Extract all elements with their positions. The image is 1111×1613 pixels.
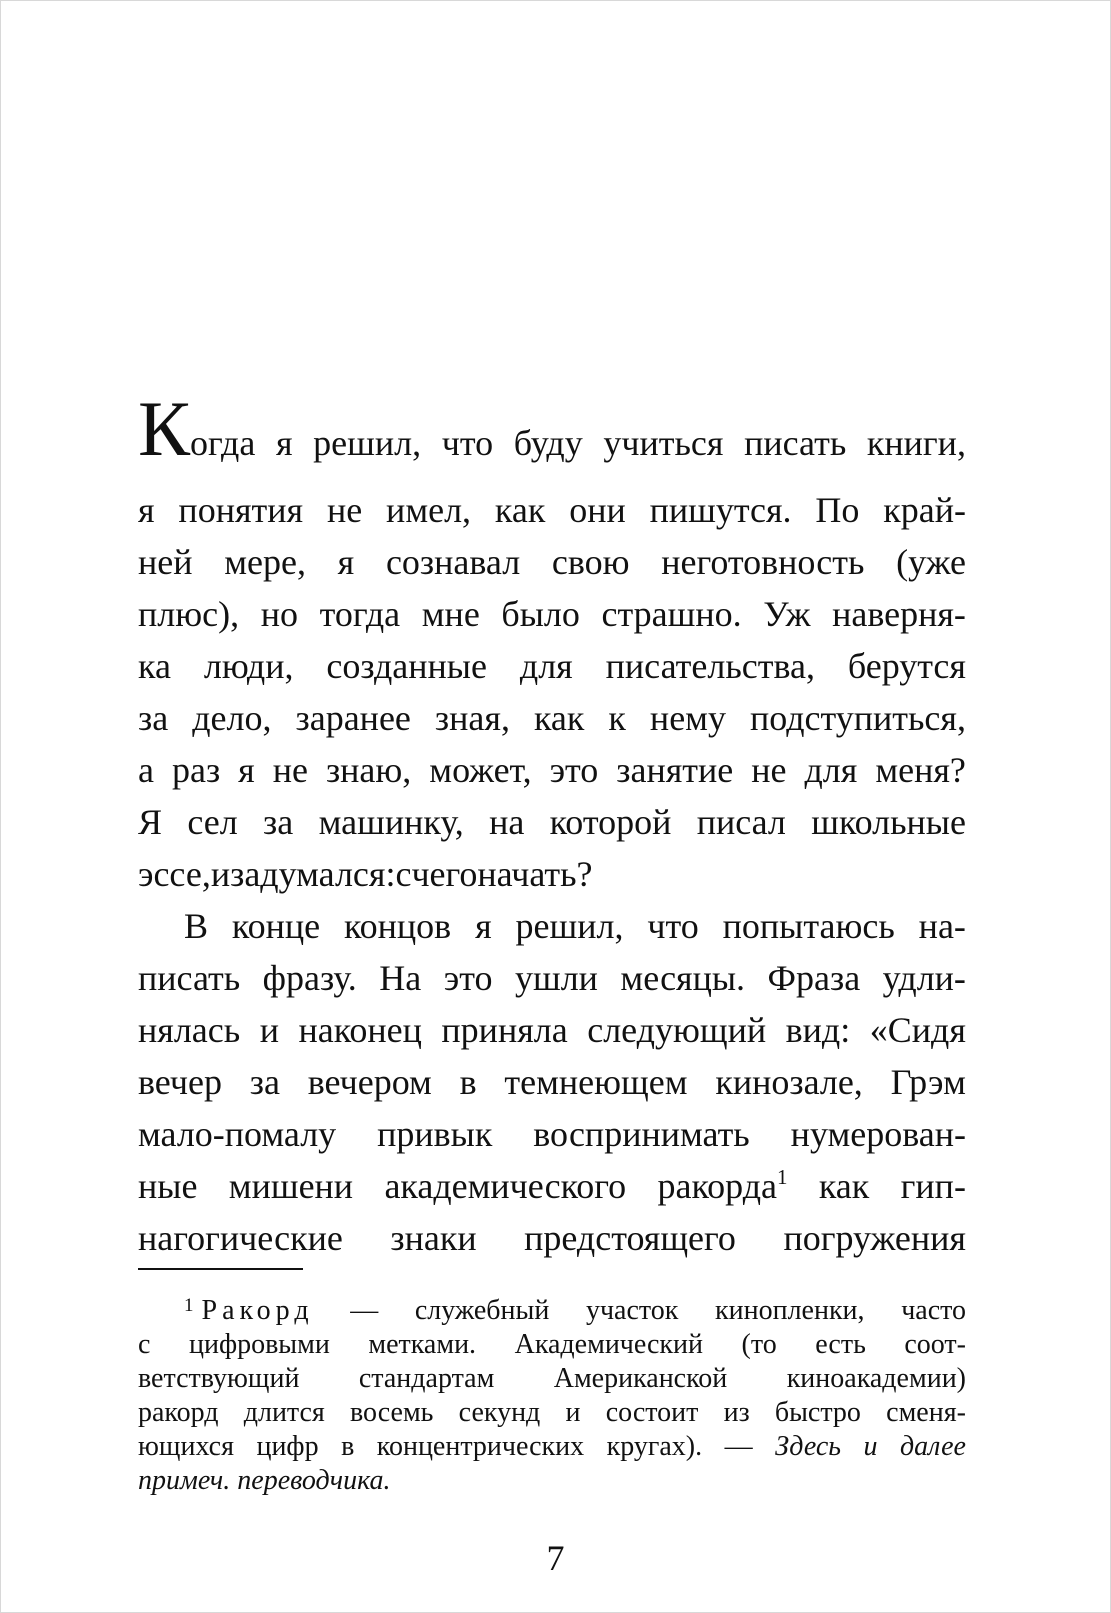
word: конце xyxy=(231,906,321,946)
para2-line-1 xyxy=(138,900,966,952)
word: секунд xyxy=(458,1397,541,1428)
para1-line-3 xyxy=(138,536,966,588)
word: писательства, xyxy=(605,646,815,686)
word: свою xyxy=(551,542,630,582)
word: быстро xyxy=(774,1397,861,1428)
word: я xyxy=(238,750,255,790)
word: неготовность xyxy=(661,542,865,582)
word: машинку, xyxy=(318,802,464,842)
word: попытаюсь xyxy=(722,906,895,946)
word-with-footnote-ref xyxy=(658,1160,788,1212)
word: фразу. xyxy=(262,958,357,998)
word: ные xyxy=(138,1166,198,1206)
word: сознавал xyxy=(385,542,521,582)
word: школьные xyxy=(811,802,966,842)
footnote-line-6 xyxy=(138,1464,966,1498)
word: нему xyxy=(649,698,726,738)
para1-line-2 xyxy=(138,484,966,536)
word: кругах). xyxy=(606,1431,703,1462)
word: за xyxy=(263,802,294,842)
word: для xyxy=(519,646,573,686)
word: наверня- xyxy=(832,594,966,634)
word: «Сидя xyxy=(869,1010,966,1050)
word: киноакадемии) xyxy=(786,1363,966,1394)
word: мишени xyxy=(228,1166,354,1206)
word: В xyxy=(184,906,209,946)
word: мере, xyxy=(224,542,306,582)
word: за xyxy=(249,1062,280,1102)
word: задумался: xyxy=(230,854,396,894)
word: воспринимать xyxy=(533,1114,750,1154)
word: нагогические xyxy=(138,1218,343,1258)
word: Здесь xyxy=(775,1431,842,1462)
word: на xyxy=(489,802,525,842)
word: я xyxy=(138,490,155,530)
word: раз xyxy=(171,750,221,790)
word: я xyxy=(275,423,293,463)
word: и xyxy=(259,1010,279,1050)
word: они xyxy=(569,490,626,530)
para2-line-7 xyxy=(138,1212,966,1264)
word: начать? xyxy=(477,854,593,894)
word: на- xyxy=(918,906,966,946)
word: что xyxy=(647,906,699,946)
footnotes xyxy=(138,1294,966,1498)
word: что xyxy=(441,423,494,463)
word: — xyxy=(350,1295,379,1326)
word: было xyxy=(501,594,580,634)
word: вид: xyxy=(785,1010,851,1050)
word: меня? xyxy=(875,750,966,790)
word: имел, xyxy=(386,490,472,530)
word: зная, xyxy=(434,698,510,738)
word: писать xyxy=(138,958,241,998)
word: концентрических xyxy=(376,1431,585,1462)
word: с xyxy=(395,854,412,894)
word: часто xyxy=(901,1295,966,1326)
word: за xyxy=(138,698,169,738)
word: далее xyxy=(900,1431,966,1462)
word: и xyxy=(565,1397,581,1428)
para2-line-2 xyxy=(138,952,966,1004)
footnote-attribution: примеч. переводчика. xyxy=(138,1465,391,1496)
word: соот- xyxy=(904,1329,966,1360)
word: ракорда xyxy=(657,1166,777,1206)
word: решил, xyxy=(515,906,624,946)
word: огда xyxy=(190,423,256,463)
word: плюс), xyxy=(138,594,240,634)
word: (уже xyxy=(896,542,966,582)
para1-line-5 xyxy=(138,640,966,692)
word: берутся xyxy=(847,646,966,686)
para2-line-6 xyxy=(138,1160,966,1212)
word: восемь xyxy=(350,1397,434,1428)
page-number: 7 xyxy=(546,1538,565,1578)
word: не xyxy=(751,750,787,790)
word: есть xyxy=(815,1329,866,1360)
word: вечер xyxy=(138,1062,222,1102)
para2-line-3 xyxy=(138,1004,966,1056)
word: писать xyxy=(744,423,847,463)
word: длится xyxy=(243,1397,325,1428)
word: буду xyxy=(513,423,583,463)
word: Уж xyxy=(763,594,811,634)
word: ушли xyxy=(514,958,598,998)
para1-line-4 xyxy=(138,588,966,640)
footnote-line-1 xyxy=(138,1294,966,1328)
word: к xyxy=(608,698,626,738)
word: участок xyxy=(585,1295,679,1326)
word: мало-помалу xyxy=(138,1114,337,1154)
word: Академический xyxy=(514,1329,704,1360)
word: состоит xyxy=(605,1397,699,1428)
word: сел xyxy=(187,802,238,842)
word: но xyxy=(260,594,298,634)
word: люди, xyxy=(203,646,294,686)
word: темнеющем xyxy=(504,1062,688,1102)
word: ющихся xyxy=(138,1431,234,1462)
word: приняла xyxy=(441,1010,568,1050)
word: как xyxy=(533,698,585,738)
word: как xyxy=(818,1166,870,1206)
word: вечером xyxy=(307,1062,432,1102)
word: Американской xyxy=(553,1363,728,1394)
word: мне xyxy=(421,594,480,634)
dropcap: К xyxy=(138,385,191,472)
para1-line-6 xyxy=(138,692,966,744)
word: академического xyxy=(384,1166,627,1206)
word: метками. xyxy=(368,1329,477,1360)
word: из xyxy=(723,1397,750,1428)
word: заранее xyxy=(295,698,411,738)
word: я xyxy=(337,542,355,582)
word: предстоящего xyxy=(524,1218,736,1258)
word: погружения xyxy=(783,1218,966,1258)
para2-line-4 xyxy=(138,1056,966,1108)
word: чего xyxy=(411,854,478,894)
word: пишутся. xyxy=(649,490,792,530)
word: а xyxy=(138,750,154,790)
word: (то xyxy=(741,1329,777,1360)
word: это xyxy=(549,750,599,790)
word: учиться xyxy=(603,423,724,463)
word: нумерован- xyxy=(790,1114,966,1154)
word: знаки xyxy=(390,1218,477,1258)
word: писал xyxy=(696,802,786,842)
word: с xyxy=(138,1329,151,1360)
word: цифровыми xyxy=(188,1329,330,1360)
word: сменя- xyxy=(886,1397,966,1428)
para2-line-5 xyxy=(138,1108,966,1160)
word: концов xyxy=(343,906,452,946)
word: ка xyxy=(138,646,171,686)
word: эссе, xyxy=(138,854,211,894)
word: Фраза xyxy=(767,958,861,998)
word: может, xyxy=(429,750,532,790)
footnote-rule xyxy=(138,1268,303,1270)
para1-line-8 xyxy=(138,796,966,848)
word: это xyxy=(443,958,493,998)
word: тогда xyxy=(319,594,401,634)
word: На xyxy=(379,958,422,998)
footnote-line-3 xyxy=(138,1362,966,1396)
word: — xyxy=(724,1431,753,1462)
word: нялась xyxy=(138,1010,241,1050)
footnote-term: Ракорд xyxy=(201,1295,314,1326)
word: понятия xyxy=(178,490,304,530)
word: как xyxy=(494,490,546,530)
footnote-mark: 1 xyxy=(184,1295,194,1316)
word: занятие xyxy=(616,750,734,790)
word: книги, xyxy=(866,423,966,463)
word: и xyxy=(863,1431,878,1462)
para1-line-7 xyxy=(138,744,966,796)
word: следующий xyxy=(587,1010,767,1050)
dropcap-word xyxy=(138,385,256,484)
para1-line-1 xyxy=(138,385,966,484)
word: кинопленки, xyxy=(715,1295,865,1326)
word: не xyxy=(326,490,363,530)
word: знаю, xyxy=(325,750,412,790)
word: подступиться, xyxy=(749,698,966,738)
word: край- xyxy=(883,490,966,530)
footnote-line-2 xyxy=(138,1328,966,1362)
word: ветствующий xyxy=(138,1363,300,1394)
word: ней xyxy=(138,542,193,582)
footnote-line-5 xyxy=(138,1430,966,1464)
word: служебный xyxy=(414,1295,550,1326)
word: которой xyxy=(549,802,672,842)
footnote-line-4 xyxy=(138,1396,966,1430)
word: По xyxy=(815,490,860,530)
word: решил, xyxy=(313,423,422,463)
word: привык xyxy=(377,1114,493,1154)
word: в xyxy=(341,1431,355,1462)
word: для xyxy=(804,750,858,790)
word: и xyxy=(210,854,231,894)
word: в xyxy=(459,1062,477,1102)
word: цифр xyxy=(256,1431,319,1462)
word: месяцы. xyxy=(620,958,746,998)
word: стандартам xyxy=(358,1363,495,1394)
word: Я xyxy=(138,802,163,842)
footnote-ref[interactable]: 1 xyxy=(777,1165,788,1189)
word: не xyxy=(272,750,308,790)
word: созданные xyxy=(326,646,487,686)
main-text xyxy=(138,385,966,1264)
word: наконец xyxy=(298,1010,422,1050)
footnote-term-group xyxy=(184,1294,314,1328)
word: Грэм xyxy=(890,1062,966,1102)
word: я xyxy=(475,906,492,946)
word: ракорд xyxy=(138,1397,219,1428)
word: дело, xyxy=(192,698,272,738)
word: гип- xyxy=(900,1166,966,1206)
para1-line-9 xyxy=(138,848,966,900)
word: страшно. xyxy=(601,594,742,634)
word: кинозале, xyxy=(715,1062,863,1102)
word: удли- xyxy=(882,958,966,998)
